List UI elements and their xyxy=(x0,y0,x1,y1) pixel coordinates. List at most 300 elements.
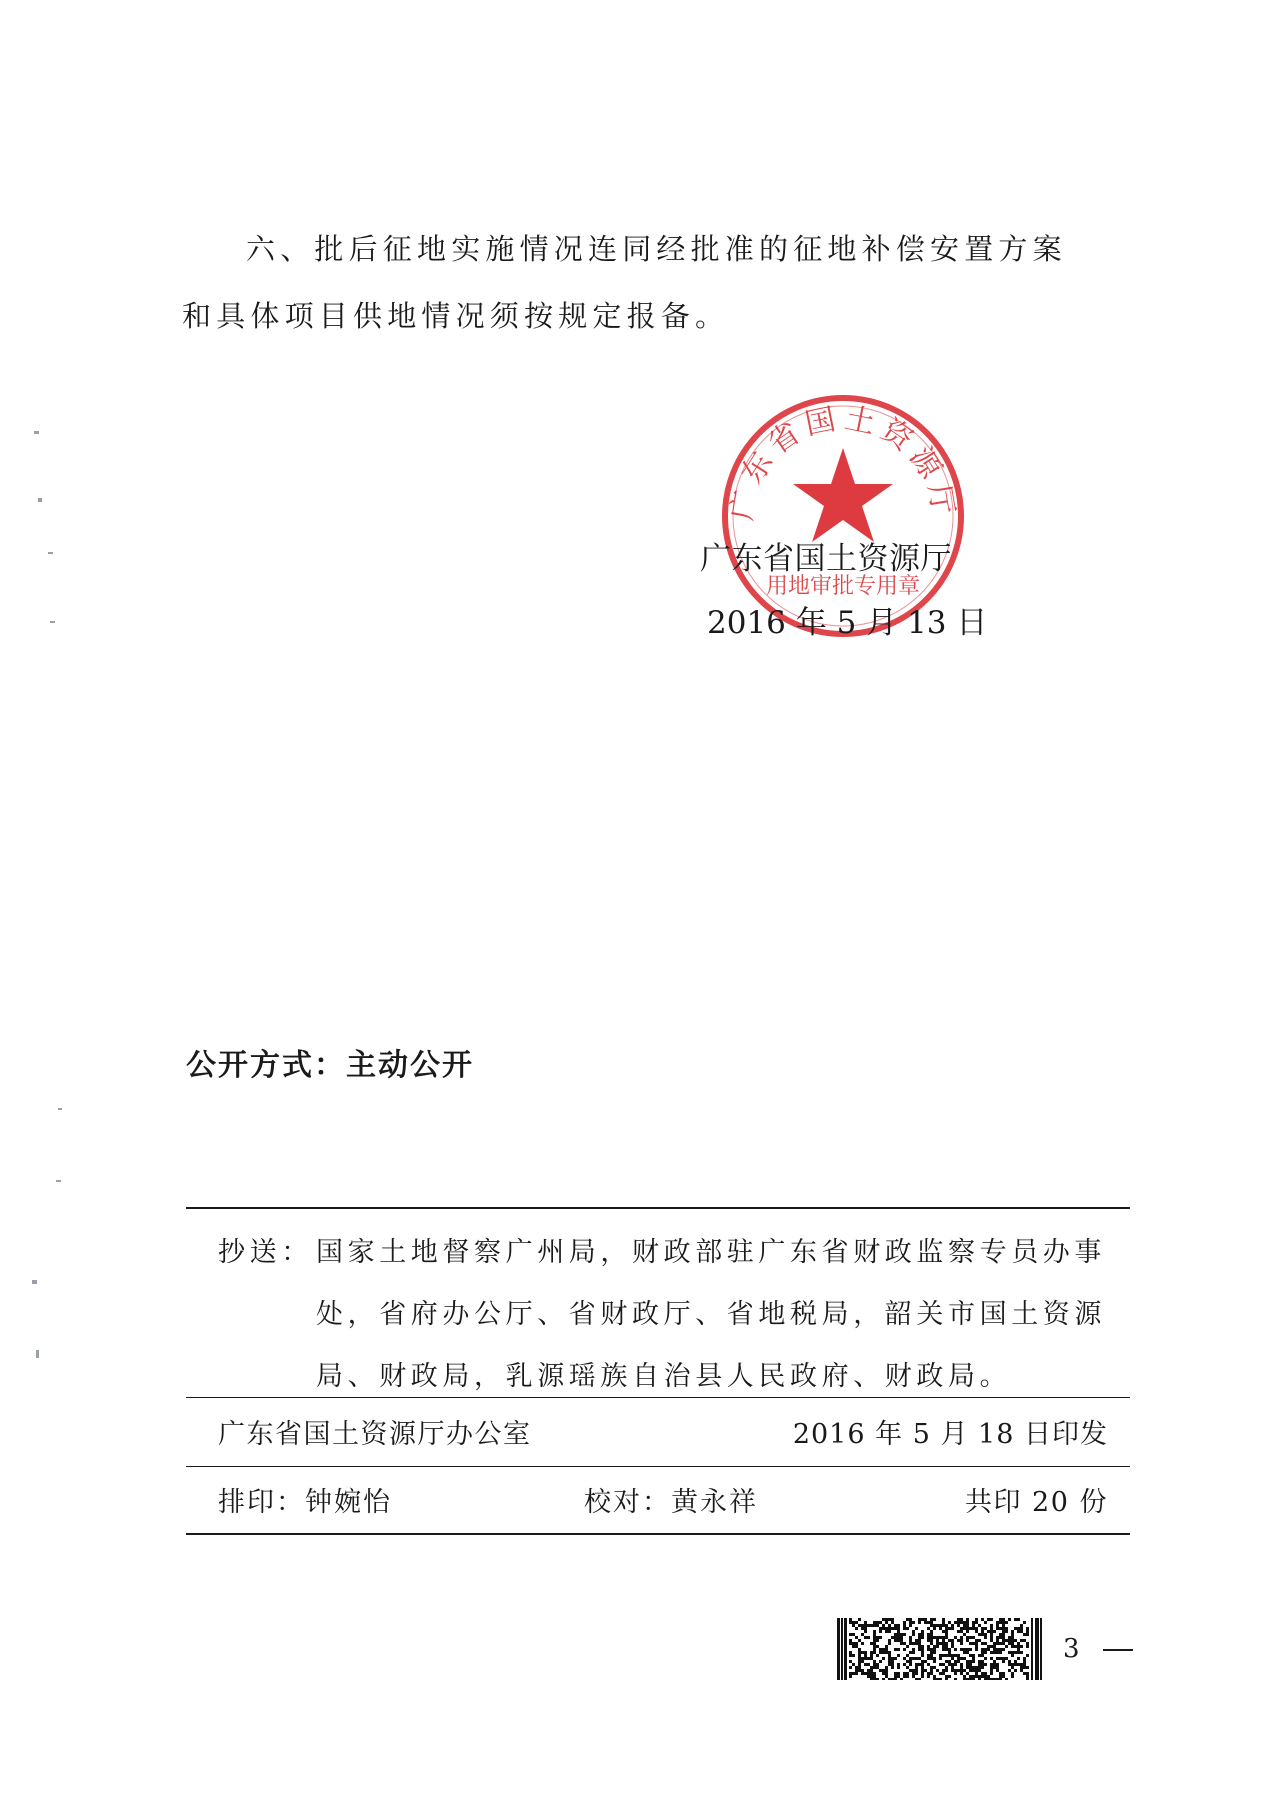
barcode-module xyxy=(912,1630,915,1633)
barcode-module xyxy=(978,1663,981,1666)
barcode-module xyxy=(921,1636,924,1639)
barcode-module xyxy=(963,1621,966,1624)
barcode-module xyxy=(945,1678,948,1680)
scan-speck xyxy=(50,621,55,623)
barcode-module xyxy=(1014,1639,1017,1642)
barcode-module xyxy=(879,1669,882,1672)
barcode-module xyxy=(879,1621,882,1624)
barcode-module xyxy=(885,1648,888,1651)
barcode-module xyxy=(921,1663,924,1666)
barcode-module xyxy=(933,1648,936,1651)
barcode-module xyxy=(912,1657,915,1660)
barcode-module xyxy=(882,1678,885,1680)
barcode-module xyxy=(873,1642,876,1645)
barcode-module xyxy=(855,1621,858,1624)
barcode-module xyxy=(972,1669,975,1672)
barcode-bar xyxy=(1031,1618,1033,1680)
barcode-module xyxy=(855,1672,858,1675)
barcode-module xyxy=(858,1654,861,1657)
barcode-module xyxy=(861,1651,864,1654)
barcode-module xyxy=(1008,1618,1011,1621)
issuer-office: 广东省国土资源厅办公室 xyxy=(218,1419,532,1450)
barcode-module xyxy=(942,1663,945,1666)
barcode-module xyxy=(867,1657,870,1660)
barcode-module xyxy=(906,1675,909,1678)
barcode-module xyxy=(924,1660,927,1663)
barcode-module xyxy=(1008,1651,1011,1654)
barcode-module xyxy=(945,1642,948,1645)
barcode-module xyxy=(1002,1648,1005,1651)
barcode-module xyxy=(993,1642,996,1645)
barcode-module xyxy=(996,1669,999,1672)
barcode-module xyxy=(942,1669,945,1672)
barcode-module xyxy=(861,1672,864,1675)
barcode-module xyxy=(939,1663,942,1666)
barcode-module xyxy=(873,1639,876,1642)
barcode-module xyxy=(954,1678,957,1680)
barcode-module xyxy=(981,1675,984,1678)
barcode-module xyxy=(867,1672,870,1675)
barcode-module xyxy=(885,1618,888,1621)
barcode-module xyxy=(1011,1639,1014,1642)
barcode-module xyxy=(939,1654,942,1657)
barcode-module xyxy=(1023,1657,1026,1660)
barcode-module xyxy=(864,1654,867,1657)
scan-speck xyxy=(36,1350,39,1358)
barcode-module xyxy=(876,1678,879,1680)
body-paragraph-line-1: 六、批后征地实施情况连同经批准的征地补偿安置方案 xyxy=(246,232,1067,266)
barcode-module xyxy=(1023,1663,1026,1666)
barcode-module xyxy=(978,1654,981,1657)
copies-printed: 共印 20 份 xyxy=(964,1487,1108,1518)
barcode-module xyxy=(942,1654,945,1657)
barcode-module xyxy=(954,1660,957,1663)
barcode-module xyxy=(996,1642,999,1645)
barcode-module xyxy=(888,1639,891,1642)
barcode-module xyxy=(1002,1660,1005,1663)
barcode-module xyxy=(933,1627,936,1630)
barcode-module xyxy=(951,1642,954,1645)
barcode-module xyxy=(921,1666,924,1669)
barcode-module xyxy=(996,1621,999,1624)
barcode-module xyxy=(939,1642,942,1645)
barcode-module xyxy=(969,1678,972,1680)
barcode-module xyxy=(981,1651,984,1654)
barcode-module xyxy=(1020,1645,1023,1648)
barcode-module xyxy=(1017,1618,1020,1621)
barcode-module xyxy=(1020,1651,1023,1654)
barcode-module xyxy=(930,1636,933,1639)
barcode-module xyxy=(918,1639,921,1642)
barcode-module xyxy=(942,1672,945,1675)
barcode-module xyxy=(930,1672,933,1675)
barcode-module xyxy=(912,1651,915,1654)
staff-row xyxy=(218,1480,1108,1524)
barcode-module xyxy=(852,1654,855,1657)
barcode-module xyxy=(981,1672,984,1675)
barcode-module xyxy=(942,1630,945,1633)
barcode-module xyxy=(999,1636,1002,1639)
barcode-module xyxy=(1020,1627,1023,1630)
barcode-module xyxy=(990,1657,993,1660)
barcode-module xyxy=(996,1657,999,1660)
barcode-module xyxy=(960,1618,963,1621)
barcode-module xyxy=(909,1621,912,1624)
barcode-module xyxy=(966,1624,969,1627)
barcode-module xyxy=(900,1639,903,1642)
barcode-module xyxy=(966,1651,969,1654)
barcode-module xyxy=(903,1675,906,1678)
barcode-module xyxy=(861,1669,864,1672)
barcode-module xyxy=(930,1633,933,1636)
barcode-module xyxy=(900,1636,903,1639)
barcode-module xyxy=(909,1639,912,1642)
barcode-module xyxy=(897,1633,900,1636)
barcode-module xyxy=(951,1663,954,1666)
barcode-module xyxy=(933,1636,936,1639)
barcode-module xyxy=(927,1672,930,1675)
barcode-module xyxy=(981,1618,984,1621)
barcode-module xyxy=(888,1657,891,1660)
barcode-module xyxy=(984,1651,987,1654)
barcode-module xyxy=(990,1618,993,1621)
barcode-module xyxy=(981,1642,984,1645)
barcode-module xyxy=(873,1633,876,1636)
barcode-module xyxy=(1005,1630,1008,1633)
barcode-module xyxy=(864,1651,867,1654)
barcode-module xyxy=(948,1621,951,1624)
barcode-module xyxy=(1020,1669,1023,1672)
barcode-module xyxy=(1002,1675,1005,1678)
barcode-module xyxy=(876,1663,879,1666)
barcode-module xyxy=(957,1669,960,1672)
barcode-module xyxy=(924,1618,927,1621)
barcode-module xyxy=(972,1627,975,1630)
barcode-module xyxy=(930,1648,933,1651)
barcode-module xyxy=(936,1678,939,1680)
barcode-module xyxy=(909,1660,912,1663)
barcode-module xyxy=(921,1669,924,1672)
barcode-module xyxy=(858,1660,861,1663)
barcode-module xyxy=(966,1618,969,1621)
barcode-module xyxy=(981,1627,984,1630)
barcode-module xyxy=(1011,1642,1014,1645)
barcode-module xyxy=(897,1675,900,1678)
barcode-module xyxy=(996,1663,999,1666)
barcode-module xyxy=(879,1651,882,1654)
barcode-module xyxy=(894,1624,897,1627)
barcode-module xyxy=(945,1636,948,1639)
barcode-module xyxy=(903,1642,906,1645)
barcode-module xyxy=(849,1633,852,1636)
barcode-module xyxy=(1005,1621,1008,1624)
barcode-bar xyxy=(1035,1618,1039,1680)
barcode-module xyxy=(984,1678,987,1680)
barcode-module xyxy=(918,1657,921,1660)
barcode-module xyxy=(882,1618,885,1621)
barcode-module xyxy=(876,1624,879,1627)
barcode-module xyxy=(879,1648,882,1651)
barcode-module xyxy=(864,1630,867,1633)
barcode-module xyxy=(999,1642,1002,1645)
barcode-module xyxy=(927,1633,930,1636)
barcode-module xyxy=(954,1648,957,1651)
barcode-module xyxy=(855,1636,858,1639)
barcode-module xyxy=(942,1621,945,1624)
divider-middle-2 xyxy=(186,1466,1130,1467)
signature-date: 2016 年 5 月 13 日 xyxy=(707,605,988,641)
scan-speck xyxy=(34,431,39,434)
barcode-module xyxy=(1008,1660,1011,1663)
barcode-module xyxy=(1023,1660,1026,1663)
barcode-module xyxy=(906,1666,909,1669)
barcode-module xyxy=(972,1666,975,1669)
barcode-module xyxy=(864,1627,867,1630)
barcode-module xyxy=(999,1657,1002,1660)
barcode-module xyxy=(1026,1630,1029,1633)
barcode-module xyxy=(990,1651,993,1654)
barcode-module xyxy=(912,1675,915,1678)
barcode-module xyxy=(915,1639,918,1642)
cc-recipients: 国家土地督察广州局，财政部驻广东省财政监察专员办事处，省府办公厅、省财政厅、省地税局，韶关市国土资源局、财政局，乳源瑶族自治县人民政府、财政局。 xyxy=(316,1237,1106,1392)
barcode-module xyxy=(990,1669,993,1672)
barcode-module xyxy=(1026,1633,1029,1636)
barcode-module xyxy=(873,1660,876,1663)
barcode-module xyxy=(1020,1666,1023,1669)
barcode-module xyxy=(858,1666,861,1669)
barcode-module xyxy=(927,1639,930,1642)
barcode-module xyxy=(1017,1657,1020,1660)
disclosure-method: 公开方式：主动公开 xyxy=(186,1048,474,1083)
barcode-module xyxy=(999,1633,1002,1636)
barcode-module xyxy=(933,1657,936,1660)
barcode-module xyxy=(885,1627,888,1630)
barcode-module xyxy=(966,1678,969,1680)
barcode-module xyxy=(984,1627,987,1630)
seal-inner-text: 用地审批专用章 xyxy=(765,574,921,599)
barcode-module xyxy=(984,1633,987,1636)
barcode-module xyxy=(1011,1630,1014,1633)
barcode-module xyxy=(930,1642,933,1645)
barcode-module xyxy=(909,1657,912,1660)
barcode-module xyxy=(996,1639,999,1642)
barcode-module xyxy=(897,1672,900,1675)
barcode-module xyxy=(849,1621,852,1624)
barcode-module xyxy=(912,1669,915,1672)
barcode-module xyxy=(999,1648,1002,1651)
barcode-module xyxy=(969,1669,972,1672)
barcode-module xyxy=(966,1666,969,1669)
barcode-module xyxy=(897,1666,900,1669)
barcode-module xyxy=(873,1675,876,1678)
barcode-module xyxy=(873,1624,876,1627)
barcode-module xyxy=(972,1654,975,1657)
barcode-module xyxy=(876,1639,879,1642)
barcode-module xyxy=(1023,1621,1026,1624)
barcode-module xyxy=(957,1654,960,1657)
proofread-by: 校对：黄永祥 xyxy=(584,1487,758,1518)
barcode-module xyxy=(975,1642,978,1645)
barcode-module xyxy=(933,1651,936,1654)
barcode-module xyxy=(906,1627,909,1630)
barcode-module xyxy=(870,1642,873,1645)
barcode-module xyxy=(855,1669,858,1672)
barcode-module xyxy=(888,1642,891,1645)
scan-speck xyxy=(32,1280,37,1284)
barcode-module xyxy=(936,1645,939,1648)
barcode-module xyxy=(876,1645,879,1648)
barcode-module xyxy=(948,1660,951,1663)
barcode-module xyxy=(960,1639,963,1642)
barcode-module xyxy=(876,1636,879,1639)
barcode-module xyxy=(927,1648,930,1651)
barcode-module xyxy=(921,1630,924,1633)
barcode-module xyxy=(906,1618,909,1621)
barcode-module xyxy=(849,1651,852,1654)
barcode-module xyxy=(849,1660,852,1663)
barcode-module xyxy=(852,1645,855,1648)
barcode-module xyxy=(960,1648,963,1651)
barcode-module xyxy=(957,1621,960,1624)
barcode-module xyxy=(996,1678,999,1680)
barcode-module xyxy=(1026,1654,1029,1657)
barcode-module xyxy=(999,1618,1002,1621)
barcode-module xyxy=(978,1660,981,1663)
barcode-module xyxy=(903,1627,906,1630)
barcode-module xyxy=(978,1666,981,1669)
barcode-module xyxy=(915,1642,918,1645)
barcode-module xyxy=(870,1675,873,1678)
barcode-module xyxy=(882,1648,885,1651)
barcode-module xyxy=(963,1675,966,1678)
barcode-module xyxy=(882,1651,885,1654)
barcode-module xyxy=(921,1654,924,1657)
barcode-module xyxy=(969,1660,972,1663)
barcode-module xyxy=(858,1648,861,1651)
barcode-module xyxy=(897,1654,900,1657)
barcode-module xyxy=(879,1660,882,1663)
barcode-module xyxy=(969,1666,972,1669)
barcode-module xyxy=(918,1678,921,1680)
barcode-module xyxy=(894,1678,897,1680)
barcode-module xyxy=(903,1621,906,1624)
barcode-module xyxy=(990,1636,993,1639)
barcode-module xyxy=(864,1621,867,1624)
barcode-module xyxy=(948,1648,951,1651)
barcode-module xyxy=(918,1636,921,1639)
barcode-module xyxy=(951,1657,954,1660)
barcode-module xyxy=(978,1678,981,1680)
barcode-module xyxy=(996,1636,999,1639)
barcode-module xyxy=(915,1672,918,1675)
barcode-module xyxy=(921,1660,924,1663)
barcode-module xyxy=(1026,1675,1029,1678)
barcode-module xyxy=(990,1672,993,1675)
barcode-module xyxy=(969,1654,972,1657)
barcode-module xyxy=(885,1666,888,1669)
barcode-module xyxy=(975,1645,978,1648)
barcode-module xyxy=(909,1669,912,1672)
barcode-module xyxy=(915,1663,918,1666)
barcode-module xyxy=(948,1654,951,1657)
barcode-module xyxy=(930,1657,933,1660)
barcode-module xyxy=(849,1642,852,1645)
body-paragraph-line-2: 和具体项目供地情况须按规定报备。 xyxy=(182,299,730,333)
barcode-module xyxy=(951,1639,954,1642)
barcode-module xyxy=(993,1660,996,1663)
barcode-module xyxy=(945,1630,948,1633)
barcode-module xyxy=(906,1645,909,1648)
barcode-module xyxy=(849,1639,852,1642)
barcode-module xyxy=(852,1642,855,1645)
barcode-module xyxy=(1002,1618,1005,1621)
barcode-module xyxy=(966,1663,969,1666)
barcode-module xyxy=(909,1642,912,1645)
barcode-module xyxy=(1026,1678,1029,1680)
barcode-module xyxy=(861,1642,864,1645)
barcode-module xyxy=(996,1666,999,1669)
barcode-module xyxy=(933,1678,936,1680)
barcode-module xyxy=(942,1636,945,1639)
barcode-module xyxy=(1020,1663,1023,1666)
barcode-module xyxy=(1020,1624,1023,1627)
barcode-module xyxy=(936,1636,939,1639)
barcode-module xyxy=(966,1660,969,1663)
barcode-module xyxy=(999,1621,1002,1624)
barcode-module xyxy=(960,1669,963,1672)
barcode-module xyxy=(951,1654,954,1657)
barcode-module xyxy=(975,1672,978,1675)
barcode-module xyxy=(963,1657,966,1660)
barcode-module xyxy=(945,1669,948,1672)
barcode-module xyxy=(1017,1648,1020,1651)
barcode-module xyxy=(987,1678,990,1680)
barcode-module xyxy=(849,1675,852,1678)
barcode-module xyxy=(858,1651,861,1654)
barcode-module xyxy=(927,1675,930,1678)
barcode-module xyxy=(861,1624,864,1627)
barcode-module xyxy=(999,1627,1002,1630)
barcode-module xyxy=(951,1627,954,1630)
barcode-module xyxy=(930,1666,933,1669)
barcode-module xyxy=(969,1675,972,1678)
barcode-module xyxy=(1014,1627,1017,1630)
typeset-by: 排印：钟婉怡 xyxy=(218,1487,392,1518)
barcode-module xyxy=(1026,1642,1029,1645)
barcode-module xyxy=(903,1648,906,1651)
barcode-module xyxy=(972,1621,975,1624)
barcode-module xyxy=(957,1657,960,1660)
signature-organization: 广东省国土资源厅 xyxy=(700,541,952,577)
barcode-module xyxy=(1002,1627,1005,1630)
barcode-module xyxy=(930,1639,933,1642)
barcode-module xyxy=(897,1663,900,1666)
issue-date: 2016 年 5 月 18 日印发 xyxy=(792,1419,1108,1450)
barcode-module xyxy=(894,1633,897,1636)
barcode-module xyxy=(909,1636,912,1639)
barcode-module xyxy=(996,1648,999,1651)
barcode-module xyxy=(993,1630,996,1633)
barcode-module xyxy=(945,1624,948,1627)
barcode-module xyxy=(972,1675,975,1678)
barcode-module xyxy=(912,1642,915,1645)
barcode-module xyxy=(867,1675,870,1678)
barcode-module xyxy=(999,1675,1002,1678)
barcode-module xyxy=(981,1660,984,1663)
barcode-module xyxy=(873,1663,876,1666)
barcode-module xyxy=(975,1675,978,1678)
barcode-module xyxy=(1002,1630,1005,1633)
